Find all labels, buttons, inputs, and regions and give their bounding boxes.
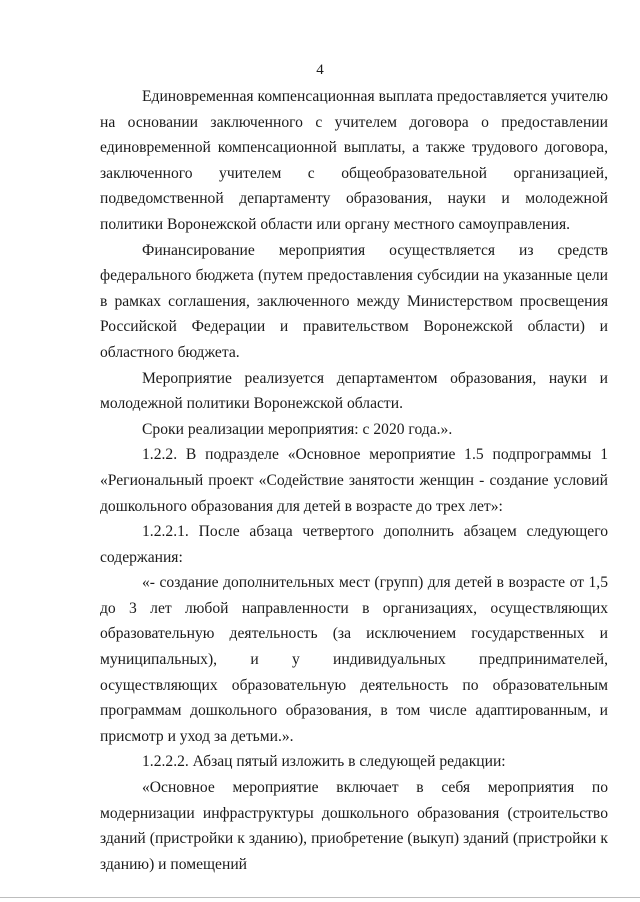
paragraph-new-wording: «Основное мероприятие включает в себя мероприятия по модернизации инфраструктуры дошкольного образования (строительство зданий (пристройки к зданию), приобретение (выкуп) зданий (пристройки к зданию) и помещений — [100, 779, 608, 873]
paragraph-item-1-2-2: 1.2.2. В подразделе «Основное мероприятие 1.5 подпрограммы 1 «Региональный проект «Содействие занятости женщин - создание условий дошкольного образования для детей в возрасте до трех лет»: — [100, 446, 608, 515]
document-body — [100, 84, 608, 877]
paragraph-compensation-payment: Единовременная компенсационная выплата предоставляется учителю на основании заключенного с учителем договора о предоставлении единовременной компенсационной выплаты, а также трудового договора, заключенного учителем с общеобразовательной организацией, подведомственной департаменту образования, науки и молодежной политики Воронежской области или органу местного самоуправления. — [100, 88, 608, 233]
bottom-divider — [0, 897, 640, 898]
paragraph-item-1-2-2-2: 1.2.2.2. Абзац пятый изложить в следующей редакции: — [142, 753, 506, 771]
paragraph-item-1-2-2-1: 1.2.2.1. После абзаца четвертого дополнить абзацем следующего содержания: — [100, 523, 608, 566]
paragraph-financing: Финансирование мероприятия осуществляется из средств федерального бюджета (путем предоставления субсидии на указанные цели в рамках соглашения, заключенного между Министерством просвещения Российской Федерации и правительством Воронежской области) и областного бюджета. — [100, 241, 608, 361]
page-number: 4 — [316, 62, 324, 78]
paragraph-timeframe: Сроки реализации мероприятия: с 2020 года.». — [142, 420, 453, 438]
paragraph-inserted-text: «- создание дополнительных мест (групп) для детей в возрасте от 1,5 до 3 лет любой направленности в организациях, осуществляющих образовательную деятельность (за исключением государственных и муниципальных), и у индивидуальных предпринимателей, осуществляющих образовательную деятельность по образовательным программам дошкольного образования, в том числе адаптированным, и присмотр и уход за детьми.». — [100, 574, 608, 745]
paragraph-implementer: Мероприятие реализуется департаментом образования, науки и молодежной политики Воронежской области. — [100, 369, 608, 413]
